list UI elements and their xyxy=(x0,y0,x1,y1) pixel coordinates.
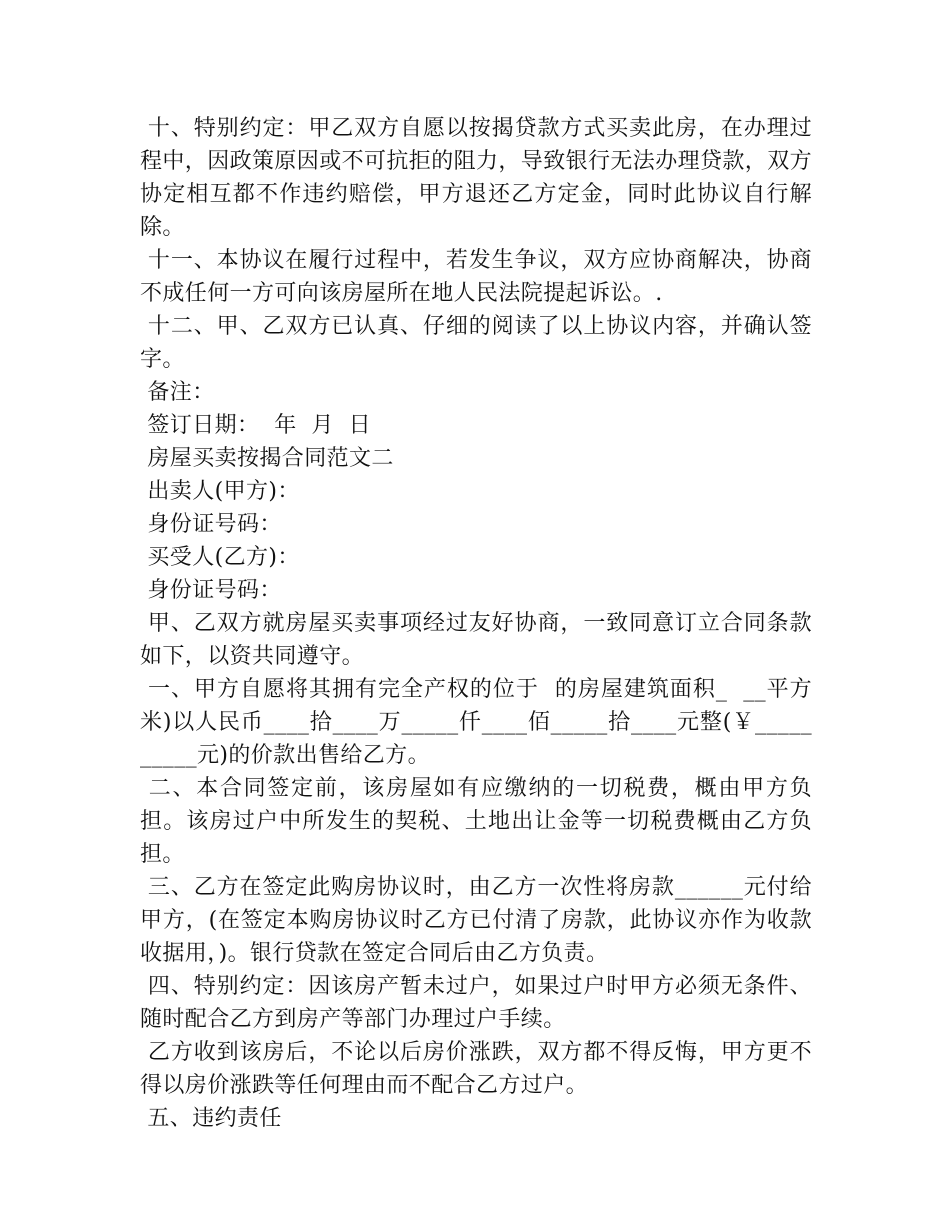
paragraph-clause-1-price: 一、甲方自愿将其拥有完全产权的位于 的房屋建筑面积_ __平方米)以人民币____拾____万_____仟____佰_____拾____元整(￥__________元)的价款出售给乙方。 xyxy=(140,677,812,768)
paragraph-preamble: 甲、乙双方就房屋买卖事项经过友好协商，一致同意订立合同条款如下，以资共同遵守。 xyxy=(140,611,812,669)
paragraph-confirmation-12: 十二、甲、乙双方已认真、仔细的阅读了以上协议内容，并确认签字。 xyxy=(140,314,812,372)
paragraph-dispute-clause-11: 十一、本协议在履行过程中，若发生争议，双方应协商解决，协商不成任何一方可向该房屋所在地人民法院提起诉讼。. xyxy=(140,248,812,306)
paragraph-clause-3-payment: 三、乙方在签定此购房协议时，由乙方一次性将房款______元付给甲方，(在签定本购房协议时乙方已付清了房款，此协议亦作为收款收据用，)。银行贷款在签定合同后由乙方负责。 xyxy=(140,875,812,966)
seller-id-number-line: 身份证号码： xyxy=(140,512,282,537)
buyer-id-number-line: 身份证号码： xyxy=(140,578,282,603)
buyer-party-b-line: 买受人(乙方)： xyxy=(140,545,300,570)
paragraph-special-agreement-10: 十、特别约定：甲乙双方自愿以按揭贷款方式买卖此房，在办理过程中，因政策原因或不可抗拒的阻力，导致银行无法办理贷款，双方协定相互都不作违约赔偿，甲方退还乙方定金，同时此协议自行解除。 xyxy=(140,116,813,240)
signing-date-line: 签订日期： 年 月 日 xyxy=(140,413,371,438)
document-body xyxy=(140,112,812,1135)
remarks-label: 备注： xyxy=(140,380,215,405)
contract-heading: 房屋买卖按揭合同范文二 xyxy=(140,446,394,471)
seller-party-a-line: 出卖人(甲方)： xyxy=(140,479,300,504)
paragraph-clause-5-heading: 五、违约责任 xyxy=(140,1106,282,1131)
paragraph-clause-4-special: 四、特别约定：因该房产暂未过户，如果过户时甲方必须无条件、随时配合乙方到房产等部门办理过户手续。 xyxy=(140,974,812,1032)
paragraph-clause-2-taxes: 二、本合同签定前，该房屋如有应缴纳的一切税费，概由甲方负担。该房过户中所发生的契税、土地出让金等一切税费概由乙方负担。 xyxy=(140,776,812,867)
paragraph-clause-4-no-regret: 乙方收到该房后，不论以后房价涨跌，双方都不得反悔，甲方更不得以房价涨跌等任何理由而不配合乙方过户。 xyxy=(140,1040,812,1098)
